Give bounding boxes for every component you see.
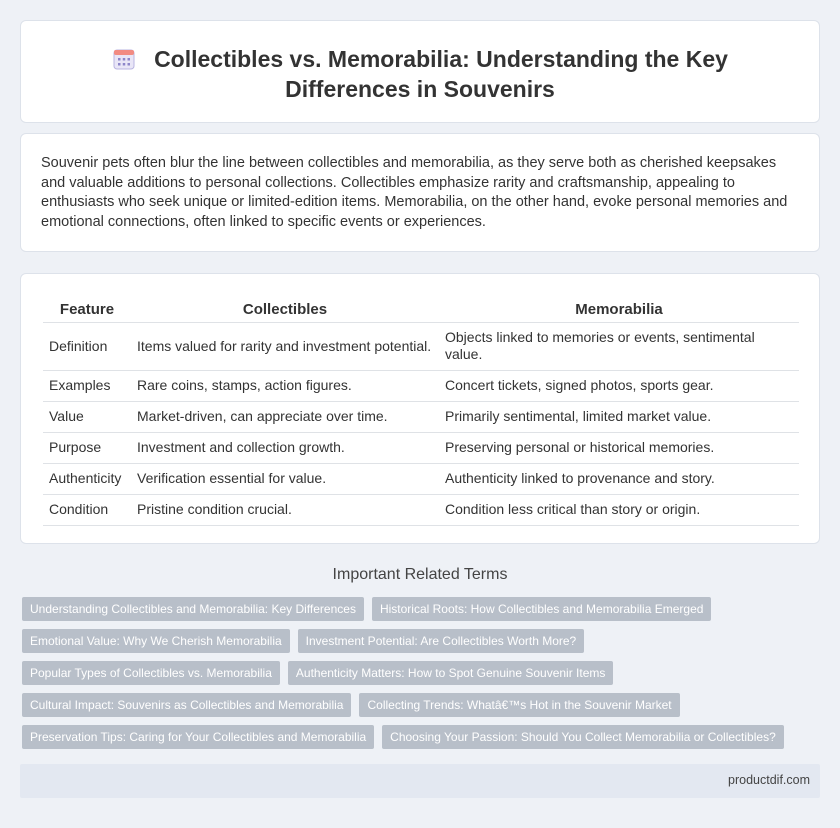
table-cell: Pristine condition crucial. (131, 494, 439, 525)
table-cell: Items valued for rarity and investment potential. (131, 322, 439, 370)
column-header: Memorabilia (575, 300, 663, 318)
table-cell: Preserving personal or historical memories. (439, 432, 799, 463)
table-row (43, 432, 799, 463)
comparison-table (43, 298, 799, 526)
table-cell: Definition (43, 322, 131, 370)
table-row (43, 401, 799, 432)
tag-row (22, 629, 822, 653)
table-cell: Primarily sentimental, limited market value. (439, 401, 799, 432)
tag-row (22, 725, 822, 749)
header-card (20, 20, 820, 123)
table-cell: Authenticity linked to provenance and story. (439, 463, 799, 494)
table-header-row (43, 298, 799, 322)
table-row (43, 494, 799, 525)
column-header: Feature (59, 300, 115, 318)
table-cell: Rare coins, stamps, action figures. (131, 370, 439, 401)
footer (20, 764, 820, 798)
page-title (50, 44, 790, 104)
table-cell: Market-driven, can appreciate over time. (131, 401, 439, 432)
related-term-link[interactable]: Preservation Tips: Caring for Your Collectibles and Memorabilia (22, 725, 374, 749)
column-header: Collectibles (242, 300, 328, 318)
footer-site-name: productdif.com (728, 773, 810, 787)
table-cell: Concert tickets, signed photos, sports gear. (439, 370, 799, 401)
related-term-link[interactable]: Understanding Collectibles and Memorabilia: Key Differences (22, 597, 364, 621)
tag-row (22, 661, 822, 685)
table-cell: Purpose (43, 432, 131, 463)
related-terms-title: Important Related Terms (332, 566, 508, 583)
table-cell: Condition less critical than story or origin. (439, 494, 799, 525)
table-cell: Objects linked to memories or events, sentimental value. (439, 322, 799, 370)
related-term-link[interactable]: Authenticity Matters: How to Spot Genuine Souvenir Items (288, 661, 613, 685)
table-cell: Examples (43, 370, 131, 401)
table-row (43, 463, 799, 494)
related-term-link[interactable]: Investment Potential: Are Collectibles Worth More? (298, 629, 585, 653)
related-term-link[interactable]: Emotional Value: Why We Cherish Memorabilia (22, 629, 290, 653)
tag-row (22, 693, 822, 717)
related-terms-list (22, 597, 822, 757)
calendar-icon (112, 47, 136, 71)
table-cell: Condition (43, 494, 131, 525)
page-title-text: Collectibles vs. Memorabilia: Understanding the Key Differences in Souvenirs (154, 46, 728, 102)
related-term-link[interactable]: Choosing Your Passion: Should You Collect Memorabilia or Collectibles? (382, 725, 784, 749)
related-term-link[interactable]: Collecting Trends: Whatâ€™s Hot in the Souvenir Market (359, 693, 679, 717)
related-term-link[interactable]: Historical Roots: How Collectibles and Memorabilia Emerged (372, 597, 711, 621)
related-term-link[interactable]: Popular Types of Collectibles vs. Memorabilia (22, 661, 280, 685)
table-cell: Value (43, 401, 131, 432)
tag-row (22, 597, 822, 621)
intro-paragraph: Souvenir pets often blur the line between collectibles and memorabilia, as they serve both as cherished keepsakes and valuable additions to personal collections. Collectibles emphasize rarity and craftsmanship, appealing to enthusiasts who seek unique or limited-edition items. Memorabilia, on the other hand, evoke personal memories and emotional connections, often linked to specific events or experiences. (41, 155, 788, 230)
table-row (43, 322, 799, 370)
comparison-card (20, 273, 820, 544)
intro-card (20, 133, 820, 252)
table-row (43, 370, 799, 401)
table-cell: Investment and collection growth. (131, 432, 439, 463)
table-cell: Verification essential for value. (131, 463, 439, 494)
table-cell: Authenticity (43, 463, 131, 494)
related-term-link[interactable]: Cultural Impact: Souvenirs as Collectibles and Memorabilia (22, 693, 351, 717)
